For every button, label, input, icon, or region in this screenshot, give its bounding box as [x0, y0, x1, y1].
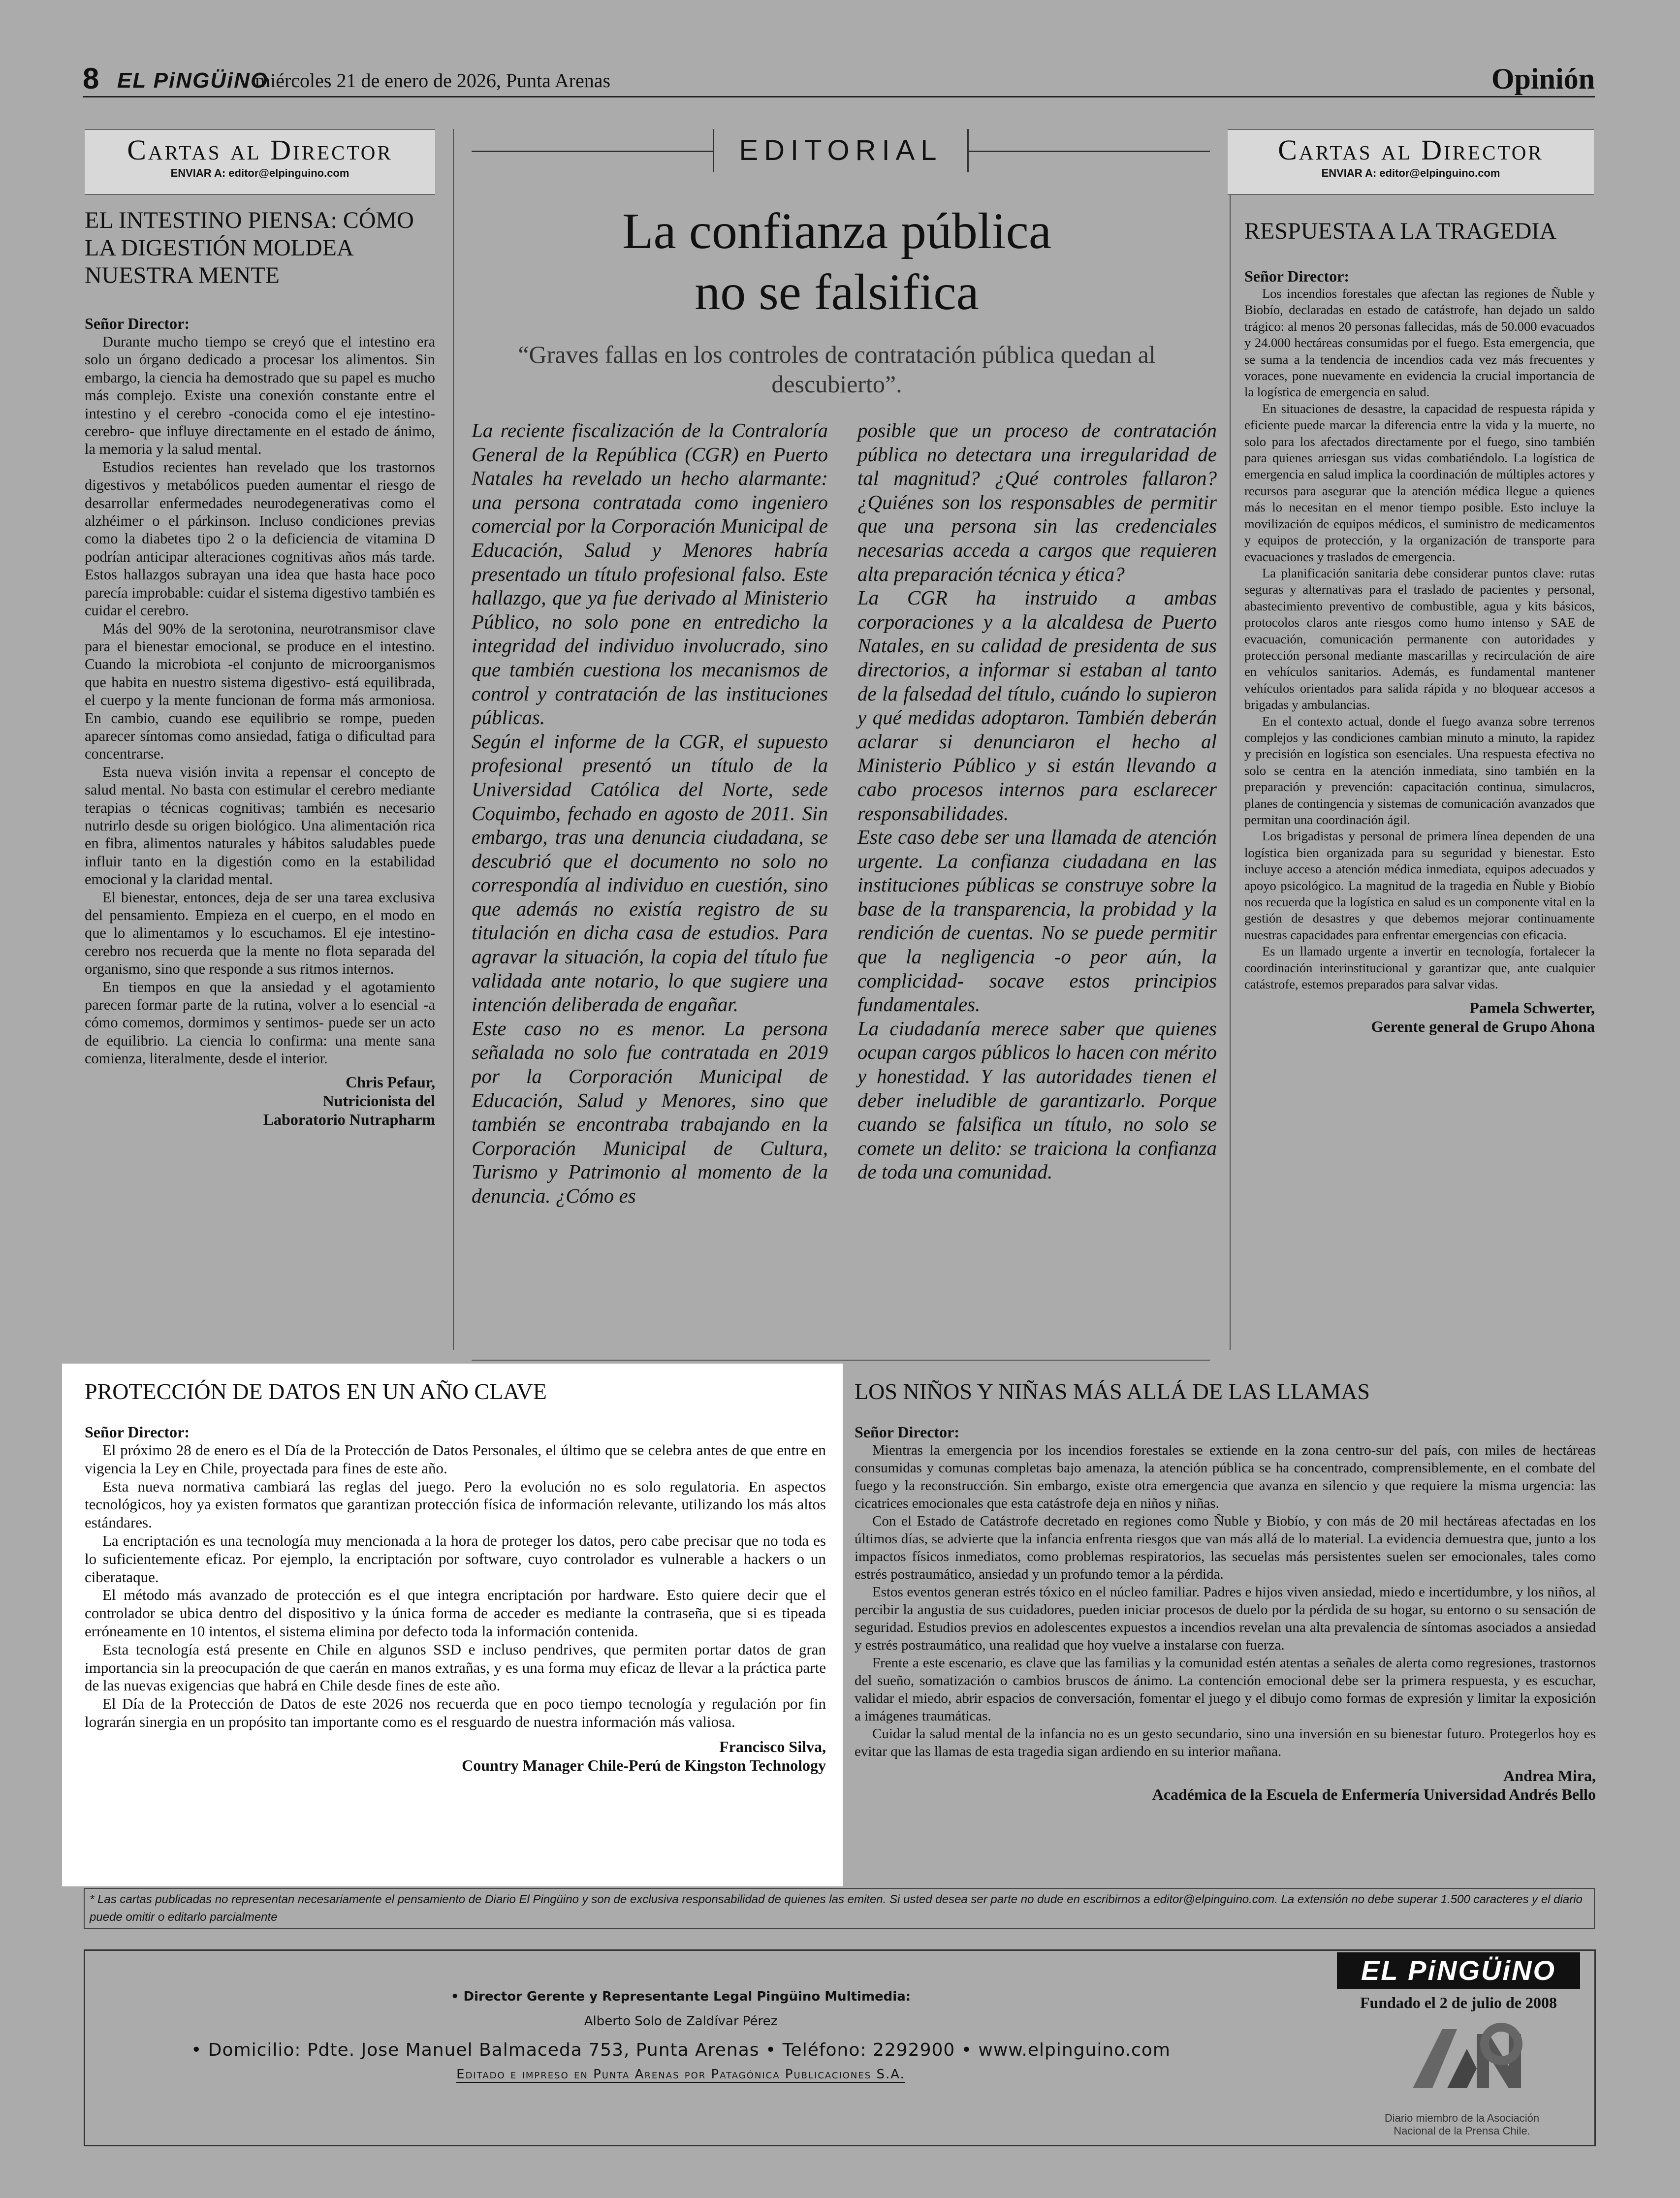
paragraph: La encriptación es una tecnología muy mencionada a la hora de proteger los datos, pero cabe precisar que no toda es lo suficientemente eficaz. Por ejemplo, la encriptación por software, cuyo controlador es vulnerable a hackers o un ciberataque. — [85, 1531, 826, 1586]
paragraph: Mientras la emergencia por los incendios forestales se extiende en la zona centro-sur del país, con miles de hectáreas consumidas y comunas completas bajo amenaza, la atención pública se ha concentrado, comprensiblemente, en el combate del fuego y la reconstrucción. Sin embargo, existe otra emergencia que avanza en silencio y que requiere la misma urgencia: las cicatrices emocionales que esta catástrofe deja en niños y niñas. — [855, 1442, 1596, 1511]
address-line: • Domicilio: Pdte. Jose Manuel Balmaceda 753, Punta Arenas • Teléfono: 2292900 • www.elpinguino.com — [191, 2040, 1171, 2060]
paragraph: La planificación sanitaria debe considerar puntos clave: rutas seguras y alternativas para el traslado de pacientes y personal, abastecimiento preventivo de combustible, agua y kits básicos, protocolos claros ante riesgos como humo intenso y SAE de evacuación, comunicación permanente con autoridades y protección personal mediante mascarillas y recirculación de aire en vehículos sanitarios. Además, es fundamental mantener vehículos orientados para salida rápida y no bloquear accesos a brigadas y ambulancias. — [1244, 565, 1595, 712]
paragraph: Este caso no es menor. La persona señalada no solo fue contratada en 2019 por la Corporación Municipal de Educación, Salud y Menores, sino que también se encontraba trabajando en la Corporación Municipal de Cultura, Turismo y Patrimonio al momento de la denuncia. ¿Cómo es — [472, 1017, 828, 1207]
label-rule — [969, 151, 1210, 152]
disclaimer-footnote: * Las cartas publicadas no representan necesariamente el pensamiento de Diario El Pingüino y son de exclusiva responsabilidad de quienes las emiten. Si usted desea ser parte no dude en escribirnos a editor@elpinguino.com. La extensión no debe superar 1.500 caracteres y el diario puede omitir o editarlo parcialmente — [84, 1888, 1595, 1929]
label-rule — [472, 151, 713, 152]
letter-intestino — [85, 207, 435, 1129]
letter-signature — [85, 1073, 435, 1129]
paragraph: En situaciones de desastre, la capacidad de respuesta rápida y eficiente puede marcar la diferencia entre la vida y la muerte, no solo para los afectados directamente por el fuego, sino también para quienes arriesgan sus vidas combatiéndolo. La logística de emergencia en salud implica la coordinación de múltiples actores y recursos para asegurar que la atención médica llegue a quienes más lo necesitan en el menor tiempo posible. Esto incluye la movilización de equipos médicos, el suministro de medicamentos y equipos de protección, y la organización de transporte para evacuaciones y traslados de emergencia. — [1244, 401, 1595, 564]
editorial-column-1 — [472, 418, 828, 1208]
letter-body — [85, 333, 435, 1068]
paragraph: El bienestar, entonces, deja de ser una tarea exclusiva del pensamiento. Empieza en el cuerpo, en el modo en que lo alimentamos y lo escuchamos. El eje intestino-cerebro nos recuerda que la mente no flota separada del organismo, sino que responde a sus ritmos internos. — [85, 889, 435, 978]
signature-role: Gerente general de Grupo Ahona — [1371, 1018, 1595, 1036]
letter-body — [855, 1441, 1596, 1760]
letter-salute: Señor Director: — [1244, 267, 1349, 285]
paragraph: En el contexto actual, donde el fuego avanza sobre terrenos complejos y las condiciones cambian minuto a minuto, la rapidez y precisión en logística son esenciales. Una respuesta efectiva no solo se centra en la atención inmediata, sino también en la preparación y prevención: capacitación continua, simulacros, planes de contingencia y sistemas de comunicación avanzados que permitan una coordinación ágil. — [1244, 713, 1595, 827]
paragraph: El Día de la Protección de Datos de este 2026 nos recuerda que en poco tiempo tecnología y regulación por fin lograrán sinergia en un propósito tan importante como es el resguardo de nuestra información más valiosa. — [85, 1695, 826, 1730]
paragraph: posible que un proceso de contratación pública no detectara una irregularidad de tal magnitud? ¿Qué controles fallaron? ¿Quiénes son los responsables de permitir que una persona sin las credenciales necesarias acceda a cargos que requieren alta preparación técnica y ética? — [857, 419, 1217, 585]
paragraph: El método más avanzado de protección es el que integra encriptación por hardware. Esto quiere decir que el controlador se ubica dentro del dispositivo y la única forma de acceder es mediante la contraseña, que si es tipeada erróneamente en 10 intentos, el sistema elimina por defecto toda la información contenida. — [85, 1586, 826, 1640]
letter-body — [85, 1441, 826, 1731]
letter-title: RESPUESTA A LA TRAGEDIA — [1244, 218, 1557, 244]
signature-name: Pamela Schwerter, — [1469, 999, 1595, 1017]
column-divider — [1230, 129, 1231, 1350]
letter-salute: Señor Director: — [85, 315, 190, 332]
cartas-title: Cartas al Director — [1278, 134, 1544, 166]
anp-logo-a-stroke — [1447, 2049, 1477, 2088]
editorial-bottom-rule — [472, 1360, 1210, 1361]
director-label: • Director Gerente y Representante Legal Pingüino Multimedia: — [450, 1989, 911, 2004]
paragraph: Cuidar la salud mental de la infancia no es un gesto secundario, sino una inversión en su bienestar futuro. Protegerlos hoy es evitar que las llamas de esta tragedia sigan ardiendo en su interior mañana. — [855, 1726, 1596, 1759]
paragraph: En tiempos en que la ansiedad y el agotamiento parecen formar parte de la rutina, volver a lo esencial -a cómo comemos, dormimos y sentimos- puede ser un acto de equilibrio. La ciencia lo confirma: una mente sana comienza, literalmente, desde el interior. — [85, 978, 435, 1067]
letter-salute: Señor Director: — [855, 1423, 959, 1441]
paragraph: Los incendios forestales que afectan las regiones de Ñuble y Biobío, declaradas en estado de catástrofe, han dejado un saldo trágico: al menos 20 personas fallecidas, más de 50.000 evacuados y 24.000 hectáreas consumidas por el fuego. Esta emergencia, que se suma a la tendencia de incendios cada vez más frecuentes y voraces, pone nuevamente en evidencia la crucial importancia de la logística de emergencia en salud. — [1244, 286, 1595, 400]
signature-role: Country Manager Chile-Perú de Kingston Technology — [462, 1756, 826, 1774]
editorial-label-bar — [472, 129, 1210, 172]
printer-line-wrap — [85, 2066, 1276, 2083]
signature-name: Francisco Silva, — [719, 1737, 826, 1755]
paragraph: Es un llamado urgente a invertir en tecnología, fortalecer la coordinación interinstitucional y garantizar que, ante cualquier catástrofe, estemos preparados para salvar vidas. — [1244, 944, 1595, 992]
footer-logo: EL PiNGÜiNO — [1337, 1952, 1580, 1989]
letter-salute: Señor Director: — [85, 1423, 190, 1441]
headline-line: La confianza pública — [622, 203, 1051, 259]
editorial-subtitle: “Graves fallas en los controles de contratación pública quedan al descubierto”. — [518, 341, 1156, 398]
anp-logo-icon — [1403, 2014, 1541, 2113]
anp-logo-a-stroke — [1413, 2029, 1457, 2088]
signature-name: Andrea Mira, — [1503, 1767, 1596, 1784]
letter-signature — [855, 1766, 1596, 1804]
paragraph: Con el Estado de Catástrofe decretado en regiones como Ñuble y Biobío, y con más de 20 mil hectáreas afectadas en los últimos días, se advierte que la infancia enfrenta riesgos que van más allá de lo material. La evidencia demuestra que, junto a los impactos físicos inmediatos, como problemas respiratorios, las secuelas más persistentes suelen ser emocionales, tales como estrés postraumático, ansiedad y un profundo temor a la pérdida. — [855, 1513, 1596, 1582]
director-name: Alberto Solo de Zaldívar Pérez — [584, 2014, 778, 2029]
letter-datos — [85, 1378, 826, 1775]
editorial-column-2 — [857, 418, 1217, 1184]
signature-role: Académica de la Escuela de Enfermería Universidad Andrés Bello — [1152, 1785, 1596, 1803]
cartas-header-right — [1228, 129, 1594, 195]
paragraph: Estos eventos generan estrés tóxico en el núcleo familiar. Padres e hijos viven ansiedad, miedo e incertidumbre, y los niños, al percibir la angustia de sus cuidadores, pueden iniciar procesos de duelo por la pérdida de su hogar, su entorno o su sensación de seguridad. Estudios previos en adolescentes expuestos a incendios revelan una alta prevalencia de síntomas asociados a ansiedad y estrés postraumático, una realidad que hoy vuelve a instalarse con fuerza. — [855, 1584, 1596, 1653]
anp-caption-line: Diario miembro de la Asociación — [1384, 2112, 1540, 2124]
paragraph: Más del 90% de la serotonina, neurotransmisor clave para el bienestar emocional, se produce en el intestino. Cuando la microbiota -el conjunto de microorganismos que habita en nuestro sistema digestivo- está equilibrada, el cuerpo y la mente funcionan de forma más armoniosa. En cambio, cuando ese equilibrio se rompe, pueden aparecer síntomas como ansiedad, fatiga o dificultad para concentrarse. — [85, 620, 435, 763]
editorial-headline — [473, 201, 1201, 323]
letter-title: PROTECCIÓN DE DATOS EN UN AÑO CLAVE — [85, 1379, 547, 1404]
paragraph: Esta nueva normativa cambiará las reglas del juego. Pero la evolución no es solo regulatoria. En aspectos tecnológicos, hoy ya existen formatos que garantizan protección física de información relevante, utilizando los más altos estándares. — [85, 1477, 826, 1531]
letter-signature — [85, 1737, 826, 1775]
paragraph: Esta nueva visión invita a repensar el concepto de salud mental. No basta con estimular el cerebro mediante terapias o técnicas cognitivas; también es necesario nutrirlo desde su origen biológico. Una alimentación rica en fibra, alimentos naturales y hábitos saludables puede influir tanto en la digestión como en la estabilidad emocional y la claridad mental. — [85, 763, 435, 888]
letter-title: LOS NIÑOS Y NIÑAS MÁS ALLÁ DE LAS LLAMAS — [855, 1379, 1370, 1404]
anp-caption — [1344, 2112, 1580, 2137]
paragraph: Estudios recientes han revelado que los trastornos digestivos y metabólicos pueden aumentar el riesgo de desarrollar enfermedades neurodegenerativas como el alzhéimer o el párkinson. Incluso condiciones previas como la diabetes tipo 2 o la deficiencia de vitamina D podrían anticipar alteraciones cognitivas años más tarde. Estos hallazgos subrayan una idea que hasta hace poco parecía improbable: cuidar el sistema digestivo también es cuidar el cerebro. — [85, 458, 435, 619]
letter-body — [1244, 286, 1595, 992]
paragraph: La CGR ha instruido a ambas corporaciones y a la alcaldesa de Puerto Natales, en su calidad de presidenta de sus directorios, a informar si estaban al tanto de la falsedad del título, cuándo lo supieron y qué medidas adoptaron. También deberán aclarar si denunciaron el hecho al Ministerio Público y si están llevando a cabo procesos internos para esclarecer responsabilidades. — [857, 586, 1217, 825]
cartas-email: ENVIAR A: editor@elpinguino.com — [1321, 167, 1500, 179]
cartas-title: Cartas al Director — [127, 134, 393, 166]
date-line: miércoles 21 de enero de 2026, Punta Arenas — [255, 69, 611, 92]
cartas-email: ENVIAR A: editor@elpinguino.com — [170, 167, 349, 179]
paragraph: El próximo 28 de enero es el Día de la Protección de Datos Personales, el último que se celebra antes de que entre en vigencia la Ley en Chile, proyectada para fines de este año. — [85, 1441, 826, 1477]
signature-name: Chris Pefaur, — [346, 1073, 435, 1091]
printer-line: Editado e impreso en Punta Arenas por Patagónica Publicaciones S.A. — [456, 2067, 905, 2082]
masthead — [83, 63, 1595, 97]
paragraph: La reciente fiscalización de la Contraloría General de la República (CGR) en Puerto Natales ha revelado un hecho alarmante: una persona contratada como ingeniero comercial por la Corporación Municipal de Educación, Salud y Menores habría presentado un título profesional falso. Este hallazgo, que ya fue derivado al Ministerio Público, no solo pone en entredicho la integridad del individuo involucrado, sino que también cuestiona los mecanismos de control y contratación de las instituciones públicas. — [472, 419, 828, 729]
letter-title: EL INTESTINO PIENSA: CÓMO LA DIGESTIÓN MOLDEA NUESTRA MENTE — [85, 207, 414, 288]
letter-tragedia — [1244, 218, 1595, 1036]
letter-ninos — [855, 1378, 1596, 1804]
column-divider — [453, 129, 454, 1350]
paragraph: Esta tecnología está presente en Chile en algunos SSD e incluso pendrives, que permiten portar datos de gran importancia sin la preocupación de que caerán en manos extrañas, y es una forma muy eficaz de llevar a la práctica parte de las nuevas exigencias que habrá en Chile desde fines de este año. — [85, 1640, 826, 1694]
letter-signature — [1244, 998, 1595, 1036]
paragraph: Este caso debe ser una llamada de atención urgente. La confianza ciudadana en las instituciones públicas se construye sobre la base de la transparencia, la probidad y la rendición de cuentas. No se puede permitir que la negligencia -o peor aún, la complicidad- socave estos principios fundamentales. — [857, 826, 1217, 1016]
paragraph: La ciudadanía merece saber que quienes ocupan cargos públicos lo hacen con mérito y honestidad. Y las autoridades tienen el deber ineludible de garantizarlo. Porque cuando se falsifica un título, no solo se comete un delito: se traiciona la confianza de toda una comunidad. — [857, 1017, 1217, 1183]
signature-org: Laboratorio Nutrapharm — [263, 1110, 435, 1128]
paper-logo: EL PiNGÜiNO — [117, 68, 269, 93]
anp-caption-line: Nacional de la Prensa Chile. — [1394, 2125, 1530, 2137]
paragraph: Los brigadistas y personal de primera línea dependen de una logística bien organizada para su seguridad y bienestar. Esto incluye acceso a atención médica inmediata, equipos adecuados y apoyo psicológico. La magnitud de la tragedia en Ñuble y Biobío nos recuerda que la logística en salud es un componente vital en la gestión de desastres y que debemos mejorar continuamente nuestras capacidades para enfrentar emergencias con eficacia. — [1244, 828, 1595, 942]
page-number: 8 — [83, 62, 99, 95]
editorial-label: EDITORIAL — [713, 129, 969, 172]
paragraph: Durante mucho tiempo se creyó que el intestino era solo un órgano dedicado a procesar los alimentos. Sin embargo, la ciencia ha demostrado que su papel es mucho más complejo. Existe una conexión constante entre el intestino y el cerebro -conocida como el eje intestino-cerebro- que influye directamente en el estado de ánimo, la memoria y la salud mental. — [85, 333, 435, 458]
section-title: Opinión — [1491, 63, 1595, 95]
paragraph: Frente a este escenario, es clave que las familias y la comunidad estén atentas a señales de alerta como regresiones, trastornos del sueño, somatización o cambios bruscos de ánimo. La contención emocional debe ser la primera respuesta, y es escuchar, validar el miedo, abrir espacios de conversación, fomentar el juego y el dibujo como formas de expresión y limitar la exposición a imágenes traumáticas. — [855, 1655, 1596, 1724]
founded-line: Fundado el 2 de julio de 2008 — [1360, 1994, 1557, 2011]
headline-line: no se falsifica — [695, 264, 979, 320]
cartas-header-left — [85, 129, 435, 195]
paragraph: Según el informe de la CGR, el supuesto profesional presentó un título de la Universidad Católica del Norte, sede Coquimbo, fechado en agosto de 2011. Sin embargo, tras una denuncia ciudadana, se descubrió que el documento no solo no correspondía al individuo en cuestión, sino que además no existía registro de su titulación en dicha casa de estudios. Para agravar la situación, la copia del título fue validada ante notario, lo que sugiere una intención deliberada de engañar. — [472, 730, 828, 1016]
signature-role: Nutricionista del — [322, 1091, 435, 1110]
